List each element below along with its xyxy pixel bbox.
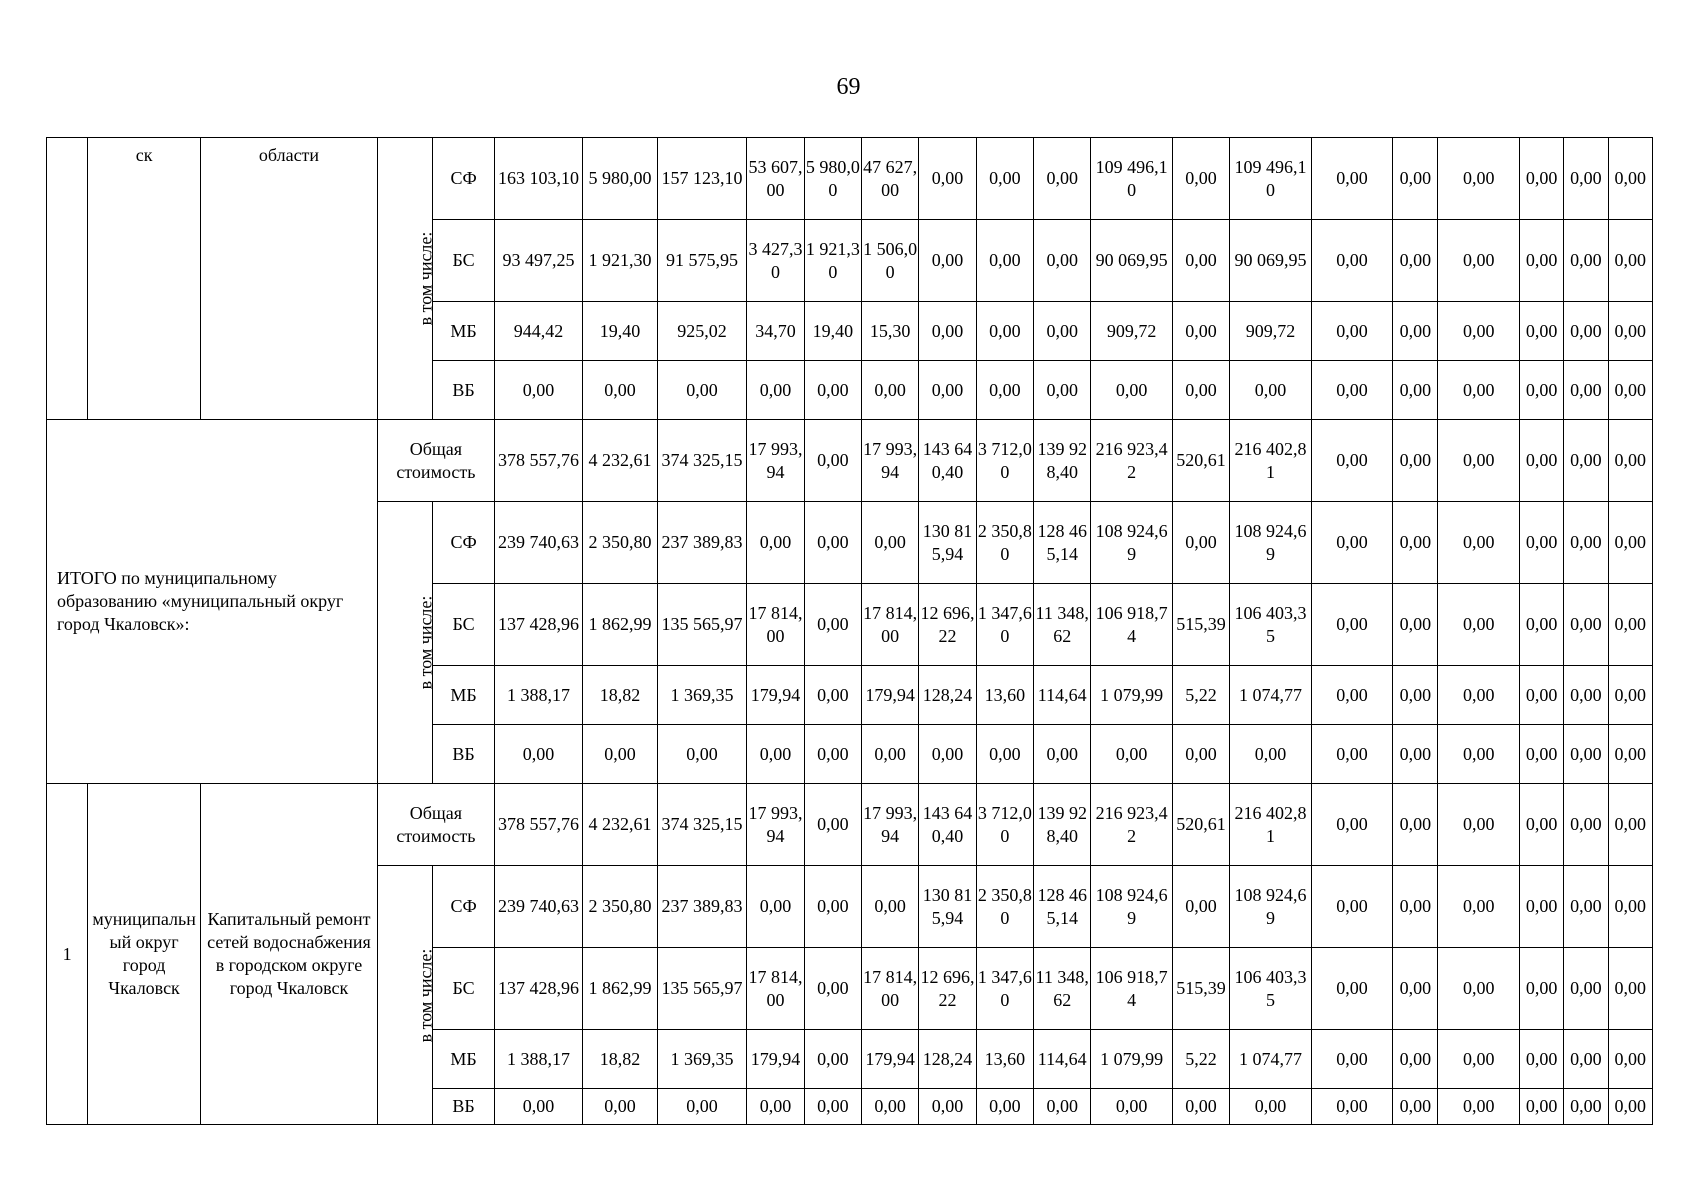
value-cell: 0,00 (1519, 302, 1563, 361)
value-cell: 0,00 (747, 866, 804, 948)
value-cell: 909,72 (1091, 302, 1173, 361)
fund-code-cell: БС (433, 220, 494, 302)
value-cell: 0,00 (747, 1089, 804, 1125)
value-cell: 19,40 (583, 302, 657, 361)
value-cell: 0,00 (1091, 361, 1173, 420)
value-cell: 0,00 (1393, 361, 1438, 420)
value-cell: 1 079,99 (1091, 1030, 1173, 1089)
value-cell: 17 814,00 (747, 948, 804, 1030)
value-cell: 0,00 (1393, 302, 1438, 361)
value-cell: 0,00 (804, 725, 861, 784)
value-cell: 0,00 (1311, 948, 1393, 1030)
value-cell: 109 496,10 (1230, 138, 1312, 220)
value-cell: 18,82 (583, 1030, 657, 1089)
value-cell: 93 497,25 (494, 220, 583, 302)
value-cell: 135 565,97 (657, 584, 747, 666)
value-cell: 0,00 (1519, 1089, 1563, 1125)
value-cell: 0,00 (657, 1089, 747, 1125)
value-cell: 237 389,83 (657, 502, 747, 584)
value-cell: 0,00 (1311, 502, 1393, 584)
value-cell: 108 924,69 (1230, 502, 1312, 584)
value-cell: 0,00 (1608, 138, 1652, 220)
value-cell: 3 427,30 (747, 220, 804, 302)
value-cell: 0,00 (1438, 725, 1520, 784)
value-cell: 106 403,35 (1230, 584, 1312, 666)
value-cell: 0,00 (976, 220, 1033, 302)
value-cell: 13,60 (976, 666, 1033, 725)
includes-label-cell (378, 138, 436, 420)
object-cell: Капитальный ремонт сетей водоснабжения в городском округе город Чкаловск (200, 784, 377, 1125)
value-cell: 0,00 (1034, 302, 1091, 361)
value-cell: 0,00 (583, 725, 657, 784)
value-cell: 0,00 (1230, 1089, 1312, 1125)
value-cell: 0,00 (583, 1089, 657, 1125)
value-cell: 0,00 (1393, 502, 1438, 584)
value-cell: 374 325,15 (657, 784, 747, 866)
value-cell: 0,00 (1230, 725, 1312, 784)
value-cell: 11 348,62 (1034, 948, 1091, 1030)
value-cell: 0,00 (1311, 420, 1393, 502)
value-cell: 0,00 (1608, 1089, 1652, 1125)
fund-code-cell: СФ (433, 138, 494, 220)
value-cell: 0,00 (1393, 138, 1438, 220)
value-cell: 1 074,77 (1230, 1030, 1312, 1089)
value-cell: 0,00 (1393, 220, 1438, 302)
value-cell: 108 924,69 (1091, 866, 1173, 948)
value-cell: 0,00 (1608, 302, 1652, 361)
value-cell: 17 993,94 (747, 784, 804, 866)
value-cell: 108 924,69 (1091, 502, 1173, 584)
table-body (47, 138, 1653, 1125)
municipality-cell: муниципальный округ город Чкаловск (88, 784, 201, 1125)
value-cell: 0,00 (804, 784, 861, 866)
value-cell: 0,00 (1438, 138, 1520, 220)
value-cell: 0,00 (1311, 1030, 1393, 1089)
value-cell: 139 928,40 (1034, 784, 1091, 866)
value-cell: 2 350,80 (583, 502, 657, 584)
value-cell: 0,00 (1438, 866, 1520, 948)
value-cell: 0,00 (1519, 361, 1563, 420)
fund-code-cell: ВБ (433, 361, 494, 420)
value-cell: 0,00 (1608, 725, 1652, 784)
value-cell: 0,00 (1564, 1089, 1608, 1125)
value-cell: 17 814,00 (861, 948, 918, 1030)
value-cell: 0,00 (494, 361, 583, 420)
value-cell: 47 627,00 (861, 138, 918, 220)
value-cell: 0,00 (1393, 584, 1438, 666)
fund-code-cell: МБ (433, 302, 494, 361)
includes-label: в том числе: (415, 595, 436, 690)
value-cell: 1 862,99 (583, 948, 657, 1030)
value-cell: 520,61 (1172, 420, 1229, 502)
value-cell: 1 921,30 (804, 220, 861, 302)
value-cell: 179,94 (861, 1030, 918, 1089)
value-cell: 130 815,94 (919, 866, 976, 948)
value-cell: 109 496,10 (1091, 138, 1173, 220)
value-cell: 0,00 (919, 725, 976, 784)
value-cell: 0,00 (1230, 361, 1312, 420)
value-cell: 0,00 (1608, 948, 1652, 1030)
value-cell: 90 069,95 (1230, 220, 1312, 302)
item-number-cell: 1 (47, 784, 88, 1125)
value-cell: 0,00 (1172, 1089, 1229, 1125)
value-cell: 0,00 (1564, 784, 1608, 866)
value-cell: 128,24 (919, 666, 976, 725)
value-cell: 0,00 (1393, 1089, 1438, 1125)
fund-code-cell: СФ (433, 502, 494, 584)
value-cell: 0,00 (1438, 784, 1520, 866)
value-cell: 0,00 (804, 1089, 861, 1125)
value-cell: 0,00 (1172, 502, 1229, 584)
value-cell: 0,00 (1311, 138, 1393, 220)
value-cell: 137 428,96 (494, 948, 583, 1030)
value-cell: 1 079,99 (1091, 666, 1173, 725)
value-cell: 5,22 (1172, 666, 1229, 725)
value-cell: 12 696,22 (919, 948, 976, 1030)
value-cell: 17 993,94 (747, 420, 804, 502)
value-cell: 0,00 (804, 666, 861, 725)
includes-label: в том числе: (415, 231, 436, 326)
value-cell: 34,70 (747, 302, 804, 361)
fund-code-cell: ВБ (433, 1089, 494, 1125)
value-cell: 90 069,95 (1091, 220, 1173, 302)
value-cell: 0,00 (1438, 948, 1520, 1030)
value-cell: 0,00 (1091, 1089, 1173, 1125)
value-cell: 53 607,00 (747, 138, 804, 220)
value-cell: 0,00 (1519, 866, 1563, 948)
value-cell: 0,00 (1564, 1030, 1608, 1089)
value-cell: 0,00 (1311, 666, 1393, 725)
value-cell: 143 640,40 (919, 784, 976, 866)
value-cell: 0,00 (1393, 948, 1438, 1030)
value-cell: 0,00 (1393, 666, 1438, 725)
value-cell: 378 557,76 (494, 420, 583, 502)
value-cell: 0,00 (1438, 502, 1520, 584)
value-cell: 0,00 (1564, 138, 1608, 220)
value-cell: 925,02 (657, 302, 747, 361)
value-cell: 0,00 (1393, 866, 1438, 948)
value-cell: 0,00 (1438, 220, 1520, 302)
value-cell: 135 565,97 (657, 948, 747, 1030)
value-cell: 515,39 (1172, 584, 1229, 666)
value-cell: 0,00 (1519, 220, 1563, 302)
value-cell: 0,00 (1034, 361, 1091, 420)
value-cell: 1 347,60 (976, 584, 1033, 666)
value-cell: 1 347,60 (976, 948, 1033, 1030)
value-cell: 0,00 (804, 420, 861, 502)
value-cell: 0,00 (1034, 725, 1091, 784)
value-cell: 179,94 (861, 666, 918, 725)
value-cell: 18,82 (583, 666, 657, 725)
value-cell: 0,00 (919, 138, 976, 220)
value-cell: 0,00 (1393, 725, 1438, 784)
value-cell: 216 923,42 (1091, 420, 1173, 502)
value-cell: 0,00 (1034, 220, 1091, 302)
value-cell: 0,00 (976, 725, 1033, 784)
value-cell: 137 428,96 (494, 584, 583, 666)
table-row (47, 420, 1653, 502)
value-cell: 0,00 (976, 1089, 1033, 1125)
value-cell: 2 350,80 (583, 866, 657, 948)
value-cell: 0,00 (1034, 1089, 1091, 1125)
value-cell: 0,00 (1519, 784, 1563, 866)
value-cell: 216 402,81 (1230, 420, 1312, 502)
value-cell: 0,00 (1438, 1089, 1520, 1125)
value-cell: 237 389,83 (657, 866, 747, 948)
value-cell: 1 369,35 (657, 1030, 747, 1089)
value-cell: 12 696,22 (919, 584, 976, 666)
value-cell: 374 325,15 (657, 420, 747, 502)
table-row (47, 138, 1653, 220)
value-cell: 0,00 (1311, 584, 1393, 666)
item-number-cell (47, 138, 88, 420)
fund-code-cell: БС (433, 584, 494, 666)
value-cell: 0,00 (1519, 725, 1563, 784)
value-cell: 1 388,17 (494, 1030, 583, 1089)
value-cell: 0,00 (919, 361, 976, 420)
value-cell: 143 640,40 (919, 420, 976, 502)
value-cell: 5 980,00 (804, 138, 861, 220)
value-cell: 128 465,14 (1034, 866, 1091, 948)
value-cell: 1 862,99 (583, 584, 657, 666)
value-cell: 0,00 (1564, 420, 1608, 502)
value-cell: 0,00 (804, 502, 861, 584)
value-cell: 114,64 (1034, 1030, 1091, 1089)
value-cell: 0,00 (494, 725, 583, 784)
general-cost-label-cell: Общая стоимость (378, 784, 495, 866)
value-cell: 2 350,80 (976, 502, 1033, 584)
value-cell: 378 557,76 (494, 784, 583, 866)
value-cell: 0,00 (804, 584, 861, 666)
value-cell: 0,00 (1564, 725, 1608, 784)
value-cell: 128 465,14 (1034, 502, 1091, 584)
value-cell: 0,00 (804, 361, 861, 420)
table-row (47, 784, 1653, 866)
value-cell: 0,00 (1311, 725, 1393, 784)
value-cell: 0,00 (1172, 725, 1229, 784)
value-cell: 0,00 (1311, 220, 1393, 302)
value-cell: 114,64 (1034, 666, 1091, 725)
value-cell: 3 712,00 (976, 420, 1033, 502)
value-cell: 0,00 (1564, 866, 1608, 948)
value-cell: 0,00 (976, 302, 1033, 361)
value-cell: 515,39 (1172, 948, 1229, 1030)
includes-label: в том числе: (415, 948, 436, 1042)
value-cell: 0,00 (1311, 1089, 1393, 1125)
municipality-cell: ск (88, 138, 201, 420)
value-cell: 0,00 (1393, 420, 1438, 502)
value-cell: 106 918,74 (1091, 948, 1173, 1030)
value-cell: 163 103,10 (494, 138, 583, 220)
value-cell: 4 232,61 (583, 784, 657, 866)
value-cell: 0,00 (861, 1089, 918, 1125)
value-cell: 0,00 (976, 138, 1033, 220)
value-cell: 0,00 (1519, 420, 1563, 502)
value-cell: 0,00 (1519, 138, 1563, 220)
value-cell: 91 575,95 (657, 220, 747, 302)
page-number: 69 (836, 74, 861, 100)
value-cell: 13,60 (976, 1030, 1033, 1089)
value-cell: 17 814,00 (861, 584, 918, 666)
value-cell: 0,00 (1608, 420, 1652, 502)
value-cell: 0,00 (1034, 138, 1091, 220)
value-cell: 0,00 (1438, 1030, 1520, 1089)
value-cell: 1 388,17 (494, 666, 583, 725)
object-cell: области (200, 138, 377, 420)
value-cell: 106 918,74 (1091, 584, 1173, 666)
value-cell: 0,00 (1519, 584, 1563, 666)
value-cell: 0,00 (494, 1089, 583, 1125)
value-cell: 157 123,10 (657, 138, 747, 220)
value-cell: 520,61 (1172, 784, 1229, 866)
value-cell: 0,00 (919, 220, 976, 302)
value-cell: 0,00 (804, 1030, 861, 1089)
value-cell: 0,00 (861, 725, 918, 784)
value-cell: 106 403,35 (1230, 948, 1312, 1030)
value-cell: 0,00 (1564, 666, 1608, 725)
value-cell: 0,00 (861, 866, 918, 948)
value-cell: 0,00 (1608, 220, 1652, 302)
value-cell: 17 993,94 (861, 420, 918, 502)
value-cell: 0,00 (1438, 666, 1520, 725)
general-cost-label-cell: Общая стоимость (378, 420, 495, 502)
value-cell: 0,00 (583, 361, 657, 420)
value-cell: 0,00 (747, 725, 804, 784)
value-cell: 2 350,80 (976, 866, 1033, 948)
value-cell: 108 924,69 (1230, 866, 1312, 948)
value-cell: 0,00 (1564, 948, 1608, 1030)
value-cell: 0,00 (1172, 138, 1229, 220)
value-cell: 0,00 (1438, 584, 1520, 666)
value-cell: 3 712,00 (976, 784, 1033, 866)
total-label-cell: ИТОГО по муниципальному образованию «муниципальный округ город Чкаловск»: (47, 420, 378, 784)
value-cell: 0,00 (1438, 420, 1520, 502)
value-cell: 0,00 (861, 361, 918, 420)
budget-table (46, 137, 1653, 1125)
value-cell: 0,00 (1311, 866, 1393, 948)
value-cell: 0,00 (1608, 502, 1652, 584)
includes-label-cell (378, 866, 436, 1125)
value-cell: 0,00 (657, 725, 747, 784)
value-cell: 0,00 (1519, 666, 1563, 725)
value-cell: 0,00 (1172, 302, 1229, 361)
value-cell: 0,00 (804, 948, 861, 1030)
value-cell: 0,00 (1393, 784, 1438, 866)
value-cell: 179,94 (747, 666, 804, 725)
value-cell: 239 740,63 (494, 866, 583, 948)
value-cell: 0,00 (976, 361, 1033, 420)
fund-code-cell: МБ (433, 1030, 494, 1089)
value-cell: 0,00 (1172, 220, 1229, 302)
value-cell: 0,00 (1438, 302, 1520, 361)
value-cell: 0,00 (1608, 666, 1652, 725)
value-cell: 0,00 (1564, 584, 1608, 666)
value-cell: 11 348,62 (1034, 584, 1091, 666)
value-cell: 0,00 (1608, 784, 1652, 866)
value-cell: 0,00 (861, 502, 918, 584)
value-cell: 0,00 (747, 502, 804, 584)
value-cell: 0,00 (1311, 361, 1393, 420)
value-cell: 0,00 (747, 361, 804, 420)
value-cell: 0,00 (1519, 1030, 1563, 1089)
value-cell: 0,00 (1564, 302, 1608, 361)
value-cell: 0,00 (1311, 784, 1393, 866)
value-cell: 0,00 (919, 1089, 976, 1125)
value-cell: 0,00 (1608, 1030, 1652, 1089)
fund-code-cell: СФ (433, 866, 494, 948)
value-cell: 0,00 (919, 302, 976, 361)
value-cell: 128,24 (919, 1030, 976, 1089)
value-cell: 944,42 (494, 302, 583, 361)
value-cell: 15,30 (861, 302, 918, 361)
value-cell: 0,00 (1564, 502, 1608, 584)
value-cell: 19,40 (804, 302, 861, 361)
value-cell: 130 815,94 (919, 502, 976, 584)
value-cell: 0,00 (1564, 361, 1608, 420)
value-cell: 5 980,00 (583, 138, 657, 220)
value-cell: 5,22 (1172, 1030, 1229, 1089)
value-cell: 0,00 (1172, 361, 1229, 420)
value-cell: 0,00 (1608, 866, 1652, 948)
value-cell: 4 232,61 (583, 420, 657, 502)
value-cell: 0,00 (1608, 361, 1652, 420)
value-cell: 239 740,63 (494, 502, 583, 584)
value-cell: 0,00 (804, 866, 861, 948)
value-cell: 909,72 (1230, 302, 1312, 361)
value-cell: 1 369,35 (657, 666, 747, 725)
value-cell: 216 402,81 (1230, 784, 1312, 866)
value-cell: 0,00 (1438, 361, 1520, 420)
value-cell: 0,00 (1608, 584, 1652, 666)
value-cell: 0,00 (1172, 866, 1229, 948)
value-cell: 179,94 (747, 1030, 804, 1089)
fund-code-cell: БС (433, 948, 494, 1030)
value-cell: 1 506,00 (861, 220, 918, 302)
value-cell: 17 814,00 (747, 584, 804, 666)
value-cell: 0,00 (657, 361, 747, 420)
value-cell: 0,00 (1393, 1030, 1438, 1089)
value-cell: 0,00 (1311, 302, 1393, 361)
value-cell: 1 074,77 (1230, 666, 1312, 725)
value-cell: 0,00 (1564, 220, 1608, 302)
value-cell: 0,00 (1519, 502, 1563, 584)
value-cell: 1 921,30 (583, 220, 657, 302)
fund-code-cell: ВБ (433, 725, 494, 784)
value-cell: 216 923,42 (1091, 784, 1173, 866)
value-cell: 0,00 (1091, 725, 1173, 784)
value-cell: 17 993,94 (861, 784, 918, 866)
value-cell: 139 928,40 (1034, 420, 1091, 502)
value-cell: 0,00 (1519, 948, 1563, 1030)
fund-code-cell: МБ (433, 666, 494, 725)
includes-label-cell (378, 502, 436, 784)
